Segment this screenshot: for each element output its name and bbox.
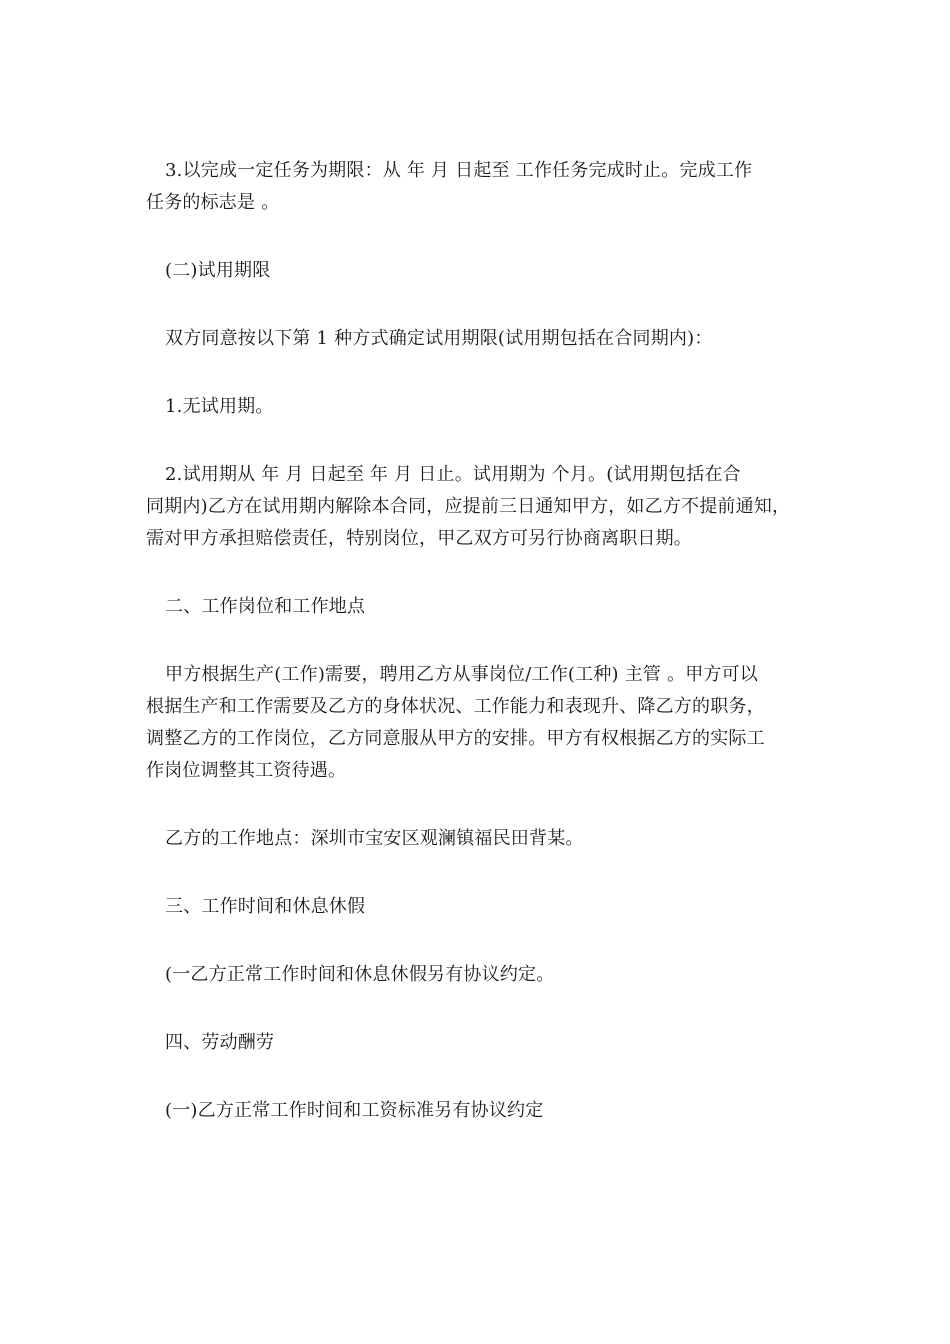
text-line: 2.试用期从 年 月 日起至 年 月 日止。试用期为 个月。(试用期包括在合 [165,464,741,485]
text-line: 根据生产和工作需要及乙方的身体状况、工作能力和表现升、降乙方的职务， [146,696,765,717]
text-line: (一)乙方正常工作时间和工资标准另有协议约定 [165,1100,544,1121]
paragraph-probation-option-1 [146,391,816,423]
paragraph-term-task-based [146,155,816,219]
paragraph-probation-option-2 [146,459,816,555]
text-line: 甲方根据生产(工作)需要，聘用乙方从事岗位/工作(工种) 主管 。甲方可以 [165,664,758,685]
text-line: 二、工作岗位和工作地点 [165,596,366,617]
paragraph-job-position [146,659,816,787]
text-line: 调整乙方的工作岗位，乙方同意服从甲方的安排。甲方有权根据乙方的实际工 [146,728,765,749]
text-line: 四、劳动酬劳 [165,1032,275,1053]
text-line: (二)试用期限 [165,260,271,281]
text-line: 作岗位调整其工资待遇。 [146,760,347,781]
text-line: 需对甲方承担赔偿责任，特别岗位，甲乙双方可另行协商离职日期。 [146,528,692,549]
paragraph-wage-standard [146,1095,816,1127]
paragraph-working-hours [146,959,816,991]
paragraph-work-location [146,823,816,855]
paragraph-probation-intro [146,323,816,355]
text-line: 乙方的工作地点：深圳市宝安区观澜镇福民田背某。 [165,828,584,849]
text-line: 3.以完成一定任务为期限：从 年 月 日起至 工作任务完成时止。完成工作 [165,160,753,181]
text-line: 三、工作时间和休息休假 [165,896,366,917]
heading-section-2 [146,591,816,623]
text-line: 同期内)乙方在试用期内解除本合同，应提前三日通知甲方，如乙方不提前通知， [146,496,791,517]
text-line: 1.无试用期。 [165,396,274,417]
heading-section-4 [146,1027,816,1059]
text-line: 双方同意按以下第 1 种方式确定试用期限(试用期包括在合同期内)： [165,328,713,349]
document-body [146,155,816,1127]
heading-section-3 [146,891,816,923]
heading-probation [146,255,816,287]
text-line: (一乙方正常工作时间和休息休假另有协议约定。 [165,964,555,985]
text-line: 任务的标志是 。 [146,192,280,213]
